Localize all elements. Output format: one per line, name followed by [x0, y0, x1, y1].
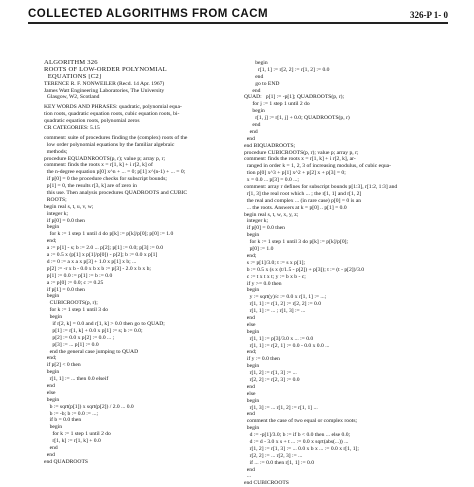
text-line: p[2] := -r x b - 0.0 x b x b := p[3] - 2.0 x b x b; — [44, 265, 151, 272]
text-line: CUBICROOTS(p, r); — [44, 300, 98, 307]
text-line: end — [244, 122, 261, 129]
text-line: begin — [44, 224, 60, 231]
text-line: begin — [244, 287, 260, 294]
text-line: p[0] := 1.0 — [244, 246, 274, 253]
text-line: begin — [44, 293, 60, 300]
text-line: end — [244, 87, 261, 94]
text-line: comment: array r defines for subscript bounds p[1:3], r[1:2, 1:3] and — [244, 184, 398, 191]
text-line: if p[1] = 0.0 then — [44, 286, 85, 293]
text-line: ROOTS; — [44, 196, 67, 203]
text-line: integer k; — [244, 218, 269, 225]
text-line: end QUADROOTS — [44, 458, 88, 465]
text-line: for k := 1 step 1 until 2 do — [44, 431, 111, 438]
text-line: the real and complex ... (in rare case) p[0] = 0 is an — [244, 197, 362, 204]
left-column — [44, 60, 244, 466]
text-line: comment the case of two equal or complex roots; — [244, 418, 358, 425]
text-line: d := 0 := a x a x p[3] + 1.0 x p[1] x b; ... — [44, 258, 137, 265]
text-line: tion roots, quadratic equation roots, cubic equation roots, bi- — [44, 111, 180, 118]
text-line: p[1] := r[1, k] + 0.0 x p[1] := s; b := 0.0; — [44, 327, 143, 334]
text-line: end — [44, 382, 55, 389]
text-line: end — [244, 411, 255, 418]
text-line: if b = 0.0 then — [44, 417, 82, 424]
text-line: the n-degree equation p[0] x^n + ... = 0; p[1] x^(n-1) + ... = 0; — [44, 169, 186, 176]
text-line: c := t x t x t; y := b x b - c; — [244, 273, 306, 280]
text-line: EQUATIONS [C2] — [44, 73, 102, 80]
text-line: r[1, 1] := p[3]/3.0 x ... := 0.0 — [244, 335, 314, 342]
text-line: James Watt Engineering Laboratories, The University — [44, 87, 165, 94]
text-line: begin real s, t, u, v, w; — [44, 203, 94, 210]
text-line: y := sqrt(y)/c := 0.0 x r[1, 1] := ...; — [244, 294, 327, 301]
text-line: p[2] := 0.0 x p[2] := 0.0 ... ; — [44, 334, 115, 341]
text-line: this use. Then analysis procedures QUADROOTS and CUBIC — [44, 190, 188, 197]
text-line: tion p[0] x^3 + p[1] x^2 + p[2] x + p[3] = 0; — [244, 170, 346, 177]
text-line: CR CATEGORIES: 5.15 — [44, 125, 100, 132]
text-line: ... the roots. Answers at k = p[0] .. p[1] = 0.0 — [244, 204, 347, 211]
text-line: end — [244, 135, 255, 142]
text-line: go to END — [244, 80, 280, 87]
text-line: b := -b; b := 0.0 := ...; — [44, 410, 99, 417]
text-line: r[1, 1] := ... then 0.0 elseif — [44, 376, 109, 383]
text-line: r[1, 1] := ... ; r[1, 3] := ... — [244, 308, 306, 315]
text-line: end; — [44, 238, 57, 245]
text-line: ... — [244, 473, 251, 480]
text-line: b := 0.5 x (s x (t/1.5 - p[2]) + p[3]); t := (t - p[2])/3.0 — [244, 266, 365, 273]
text-line: b := sqrt(p[1]) x sqrt(p[2]) / 2.0 ... 0.0 — [44, 403, 134, 410]
text-line: d := -p[1]/3.0; b := if b < 0.0 then ... else 0.0; — [244, 432, 351, 439]
header-rule — [28, 22, 448, 24]
text-line: end — [244, 314, 255, 321]
text-line: r[1, 2] := r[1, 3] := ... 0.0 x b x ... := 0.0 x r[1, 1]; — [244, 445, 359, 452]
text-line: for j := 1 step 1 until 2 do — [244, 101, 310, 108]
text-line: comment: finds the roots x = r[1, k] + i r[2, k], ar- — [244, 156, 356, 163]
text-line: if y >= 0.0 then — [244, 280, 282, 287]
journal-title: COLLECTED ALGORITHMS FROM CACM — [28, 8, 269, 20]
text-line: integer k; — [44, 210, 69, 217]
text-line: comment: suite of procedures finding the (complex) roots of the — [44, 134, 188, 141]
text-line: end; — [244, 252, 257, 259]
text-line: TERENCE R. F. NONWEILER (Recd. 14 Apr. 1967) — [44, 80, 165, 87]
text-line: r[1, j] := r[1, j] + 0.0; QUADROOTS(p, r) — [244, 115, 350, 122]
text-line: procedure CUBICROOTS(p, r); value p; array p, r; — [244, 149, 359, 156]
text-line: begin — [244, 232, 260, 239]
text-line: if y := 0.0 then — [244, 356, 280, 363]
text-line: for k := 1 step 1 until 4 do p[k] := p[k]/p[0]; p[0] := 1.0 — [44, 231, 174, 238]
text-line: r[2, 2] := r[2, 3] := 0.0 — [244, 376, 300, 383]
text-line: begin — [244, 397, 260, 404]
text-line: r[1, 1] := r[2, 2] := r[1, 2] := 0.0 — [244, 66, 330, 73]
text-line: begin — [244, 328, 260, 335]
text-line: if p[0] = 0 the procedure checks for subscript bounds; — [44, 176, 167, 183]
text-line: end the general case jumping to QUAD — [44, 348, 139, 355]
text-line: if r[2, k] = 0.0 and r[1, k] > 0.0 then go to QUAD; — [44, 320, 165, 327]
text-line: if p[0] = 0.0 then — [44, 217, 85, 224]
text-line: else — [44, 389, 56, 396]
text-line: end — [244, 466, 255, 473]
text-line: for k := 1 step 1 until 3 do p[k] := p[k]/p[0]; — [244, 239, 349, 246]
text-line: r[1, 2] := r[1, 3] := ... — [244, 370, 297, 377]
text-line: s := p[1]/3.0; t := s x p[1]; — [244, 259, 306, 266]
text-line: p[1] := 0.0 := p[1] := b := 0.0 — [44, 272, 113, 279]
right-column — [244, 60, 444, 487]
text-line: end CUBICROOTS — [244, 480, 289, 487]
text-line: begin — [244, 108, 265, 115]
text-line: a := p[0] := 0.0; c := 0.25 — [44, 279, 104, 286]
text-line: r[1, 3] the real root which ... ; the r[1, 1] and r[1, 2] — [244, 190, 362, 197]
text-line: begin — [44, 424, 63, 431]
text-line: begin — [244, 425, 260, 432]
text-line: end — [44, 444, 58, 451]
text-line: r[2, 2] := ... r[2, 3] := ... — [244, 452, 303, 459]
text-line: QUAD: p[1] := -p[1]; QUADROOTS(p, r); — [244, 94, 345, 101]
text-line: begin — [244, 363, 260, 370]
text-line: ROOTS OF LOW-ORDER POLYNOMIAL — [44, 66, 167, 73]
text-line: end — [244, 73, 264, 80]
text-line: for k := 1 step 1 until 3 do — [44, 307, 109, 314]
text-line: x = 0.0 ... p[3] = 0.0 ...; — [244, 177, 299, 184]
text-line: if ... := 0.0 then r[1, 1] := 0.0 — [244, 459, 315, 466]
text-line: if p[0] = 0.0 then — [244, 225, 285, 232]
text-line: ranged in order k = 1, 2, 3 of increasing modulus, of cubic equa- — [244, 163, 391, 170]
text-line: begin real s, t, w, x, y, z; — [244, 211, 299, 218]
text-line: else — [244, 390, 256, 397]
text-line: a := p[1] - s; b := 2.0 ... p[2]; p[1] := 0.0; p[3] := 0.0 — [44, 245, 164, 252]
text-line: r[1, 1] := r[1, 2] := r[2, 2] := 0.0 — [244, 301, 322, 308]
text-line: end BIQUADROOTS; — [244, 142, 296, 149]
text-line: end; — [44, 355, 57, 362]
text-line: begin — [44, 369, 60, 376]
text-line: d := d - 3.0 x s + t ... := 0.0 x sqrt(abs(...)) ... — [244, 438, 349, 445]
text-line: p[3] := ... p[1] := 0.0 — [44, 341, 99, 348]
text-line: else — [244, 321, 256, 328]
text-line: ALGORITHM 326 — [44, 60, 98, 66]
text-line: begin — [44, 396, 60, 403]
text-line: p[1] = 0, the results r[3, k] are of zero in — [44, 183, 137, 190]
text-line: begin — [244, 60, 268, 66]
page-header — [28, 8, 448, 22]
text-line: begin — [44, 314, 63, 321]
text-line: a := 0.5 x (p[1] x p[1]/p[0]) - p[2]; b := 0.0 x p[1] — [44, 252, 158, 259]
text-line: r[1, 3] := ... r[1, 2] := r[1, 1] ... — [244, 404, 318, 411]
text-line: if p[2] < 0 then — [44, 362, 81, 369]
text-line: quadratic equation roots, polynomial zeros — [44, 118, 140, 125]
text-line: KEY WORDS AND PHRASES: quadratic, polynomial equa- — [44, 104, 182, 111]
text-line: end — [244, 383, 255, 390]
text-line: low order polynomial equations by the familiar algebraic — [44, 141, 175, 148]
text-line: r[1, 1] := r[2, 1] := 0.0 - 0.0 x 0.0 ... — [244, 342, 330, 349]
text-line: Glasgow, W2, Scotland — [44, 94, 100, 101]
text-line: comment: finds the roots x = r[1, k] + i r[2, k] of — [44, 162, 153, 169]
algorithm-number: 326-P 1- 0 — [410, 10, 448, 20]
text-line: end — [44, 451, 55, 458]
text-line: end — [244, 128, 258, 135]
text-line: end; — [244, 349, 257, 356]
text-line: procedure EQUADNROOTS(p, r); value p; array p, r; — [44, 155, 166, 162]
text-line: methods; — [44, 148, 68, 155]
text-line: r[1, k] := r[1, k] + 0.0 — [44, 438, 101, 445]
